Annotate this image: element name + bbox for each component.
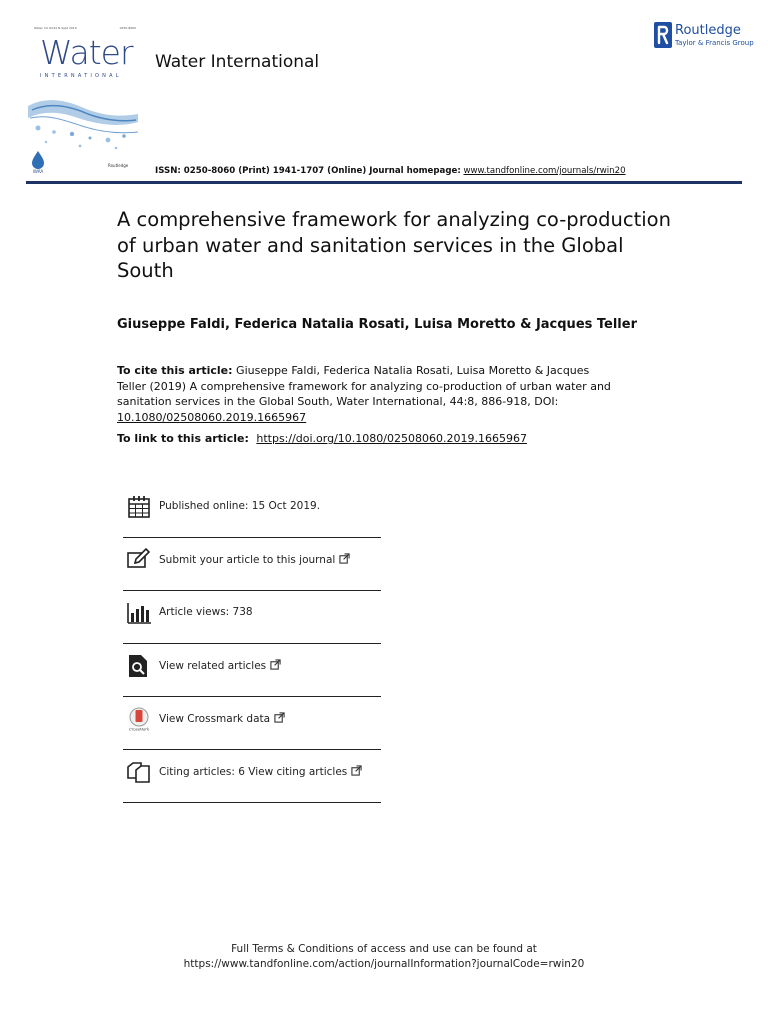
iwra-logo-icon	[30, 150, 46, 174]
external-link-icon	[274, 712, 285, 723]
footer-terms	[0, 942, 768, 972]
footer-terms-link[interactable]: https://www.tandfonline.com/action/journalInformation?journalCode=rwin20	[183, 958, 585, 970]
related-articles-link[interactable]	[123, 644, 381, 697]
publisher-logo[interactable]	[654, 22, 754, 52]
publisher-name: Routledge	[675, 23, 741, 38]
external-link-icon	[270, 659, 281, 670]
published-online-item	[123, 485, 381, 538]
journal-name: Water International	[155, 52, 320, 72]
cover-publisher-mark: Routledge	[108, 163, 129, 168]
citing-articles-icon	[127, 760, 151, 784]
cover-small-print: Water Int Vol44 N Sept 2019 0250-8060	[34, 26, 136, 30]
issn-line	[155, 166, 626, 176]
external-link-icon	[351, 765, 362, 776]
routledge-logo-icon	[654, 22, 672, 48]
calendar-icon	[127, 495, 151, 519]
published-online-text: Published online: 15 Oct 2019.	[159, 500, 321, 512]
related-articles-text: View related articles	[159, 660, 267, 672]
submit-article-text: Submit your article to this journal	[159, 554, 336, 566]
cover-title: Water	[40, 33, 133, 72]
edit-icon	[127, 548, 151, 572]
article-doi-link[interactable]: https://doi.org/10.1080/02508060.2019.1665967	[256, 432, 527, 445]
article-link-label: To link to this article:	[117, 432, 249, 445]
svg-text:CrossMark: CrossMark	[128, 727, 150, 731]
publisher-subtitle: Taylor & Francis Group	[675, 39, 754, 47]
journal-cover	[26, 26, 140, 178]
submit-article-link[interactable]	[123, 538, 381, 591]
citation-label: To cite this article:	[117, 364, 233, 377]
article-views-item	[123, 591, 381, 644]
crossmark-icon	[127, 707, 151, 731]
article-views-text: Article views: 738	[159, 606, 253, 618]
footer-line-1: Full Terms & Conditions of access and use can be found at	[231, 943, 537, 955]
crossmark-text: View Crossmark data	[159, 713, 271, 725]
search-document-icon	[127, 654, 151, 678]
svg-text:IWRA: IWRA	[32, 169, 44, 174]
citation-doi-link[interactable]: 10.1080/02508060.2019.1665967	[117, 410, 307, 424]
header-divider	[26, 181, 742, 184]
issn-label: ISSN: 0250-8060 (Print) 1941-1707 (Online) Journal homepage:	[155, 166, 461, 176]
bar-chart-icon	[127, 601, 151, 625]
citation-block	[117, 363, 617, 425]
article-actions-list	[123, 485, 381, 803]
external-link-icon	[339, 553, 350, 564]
cover-subtitle: INTERNATIONAL	[40, 73, 122, 79]
journal-homepage-link[interactable]: www.tandfonline.com/journals/rwin20	[463, 166, 626, 176]
crossmark-link[interactable]	[123, 697, 381, 750]
article-title: A comprehensive framework for analyzing co-production of urban water and sanitation services in the Global South	[117, 208, 671, 282]
article-authors: Giuseppe Faldi, Federica Natalia Rosati, Luisa Moretto & Jacques Teller	[117, 317, 637, 332]
citing-articles-text: Citing articles: 6 View citing articles	[159, 766, 348, 778]
article-link-block	[117, 432, 527, 445]
citation-text: Giuseppe Faldi, Federica Natalia Rosati, Luisa Moretto & Jacques Teller (2019) A comprehensive framework for analyzing co-production of urban water and sanitation services in the Global South, Water International, 44:8, 886-918, DOI:	[117, 364, 611, 408]
citing-articles-link[interactable]	[123, 750, 381, 803]
